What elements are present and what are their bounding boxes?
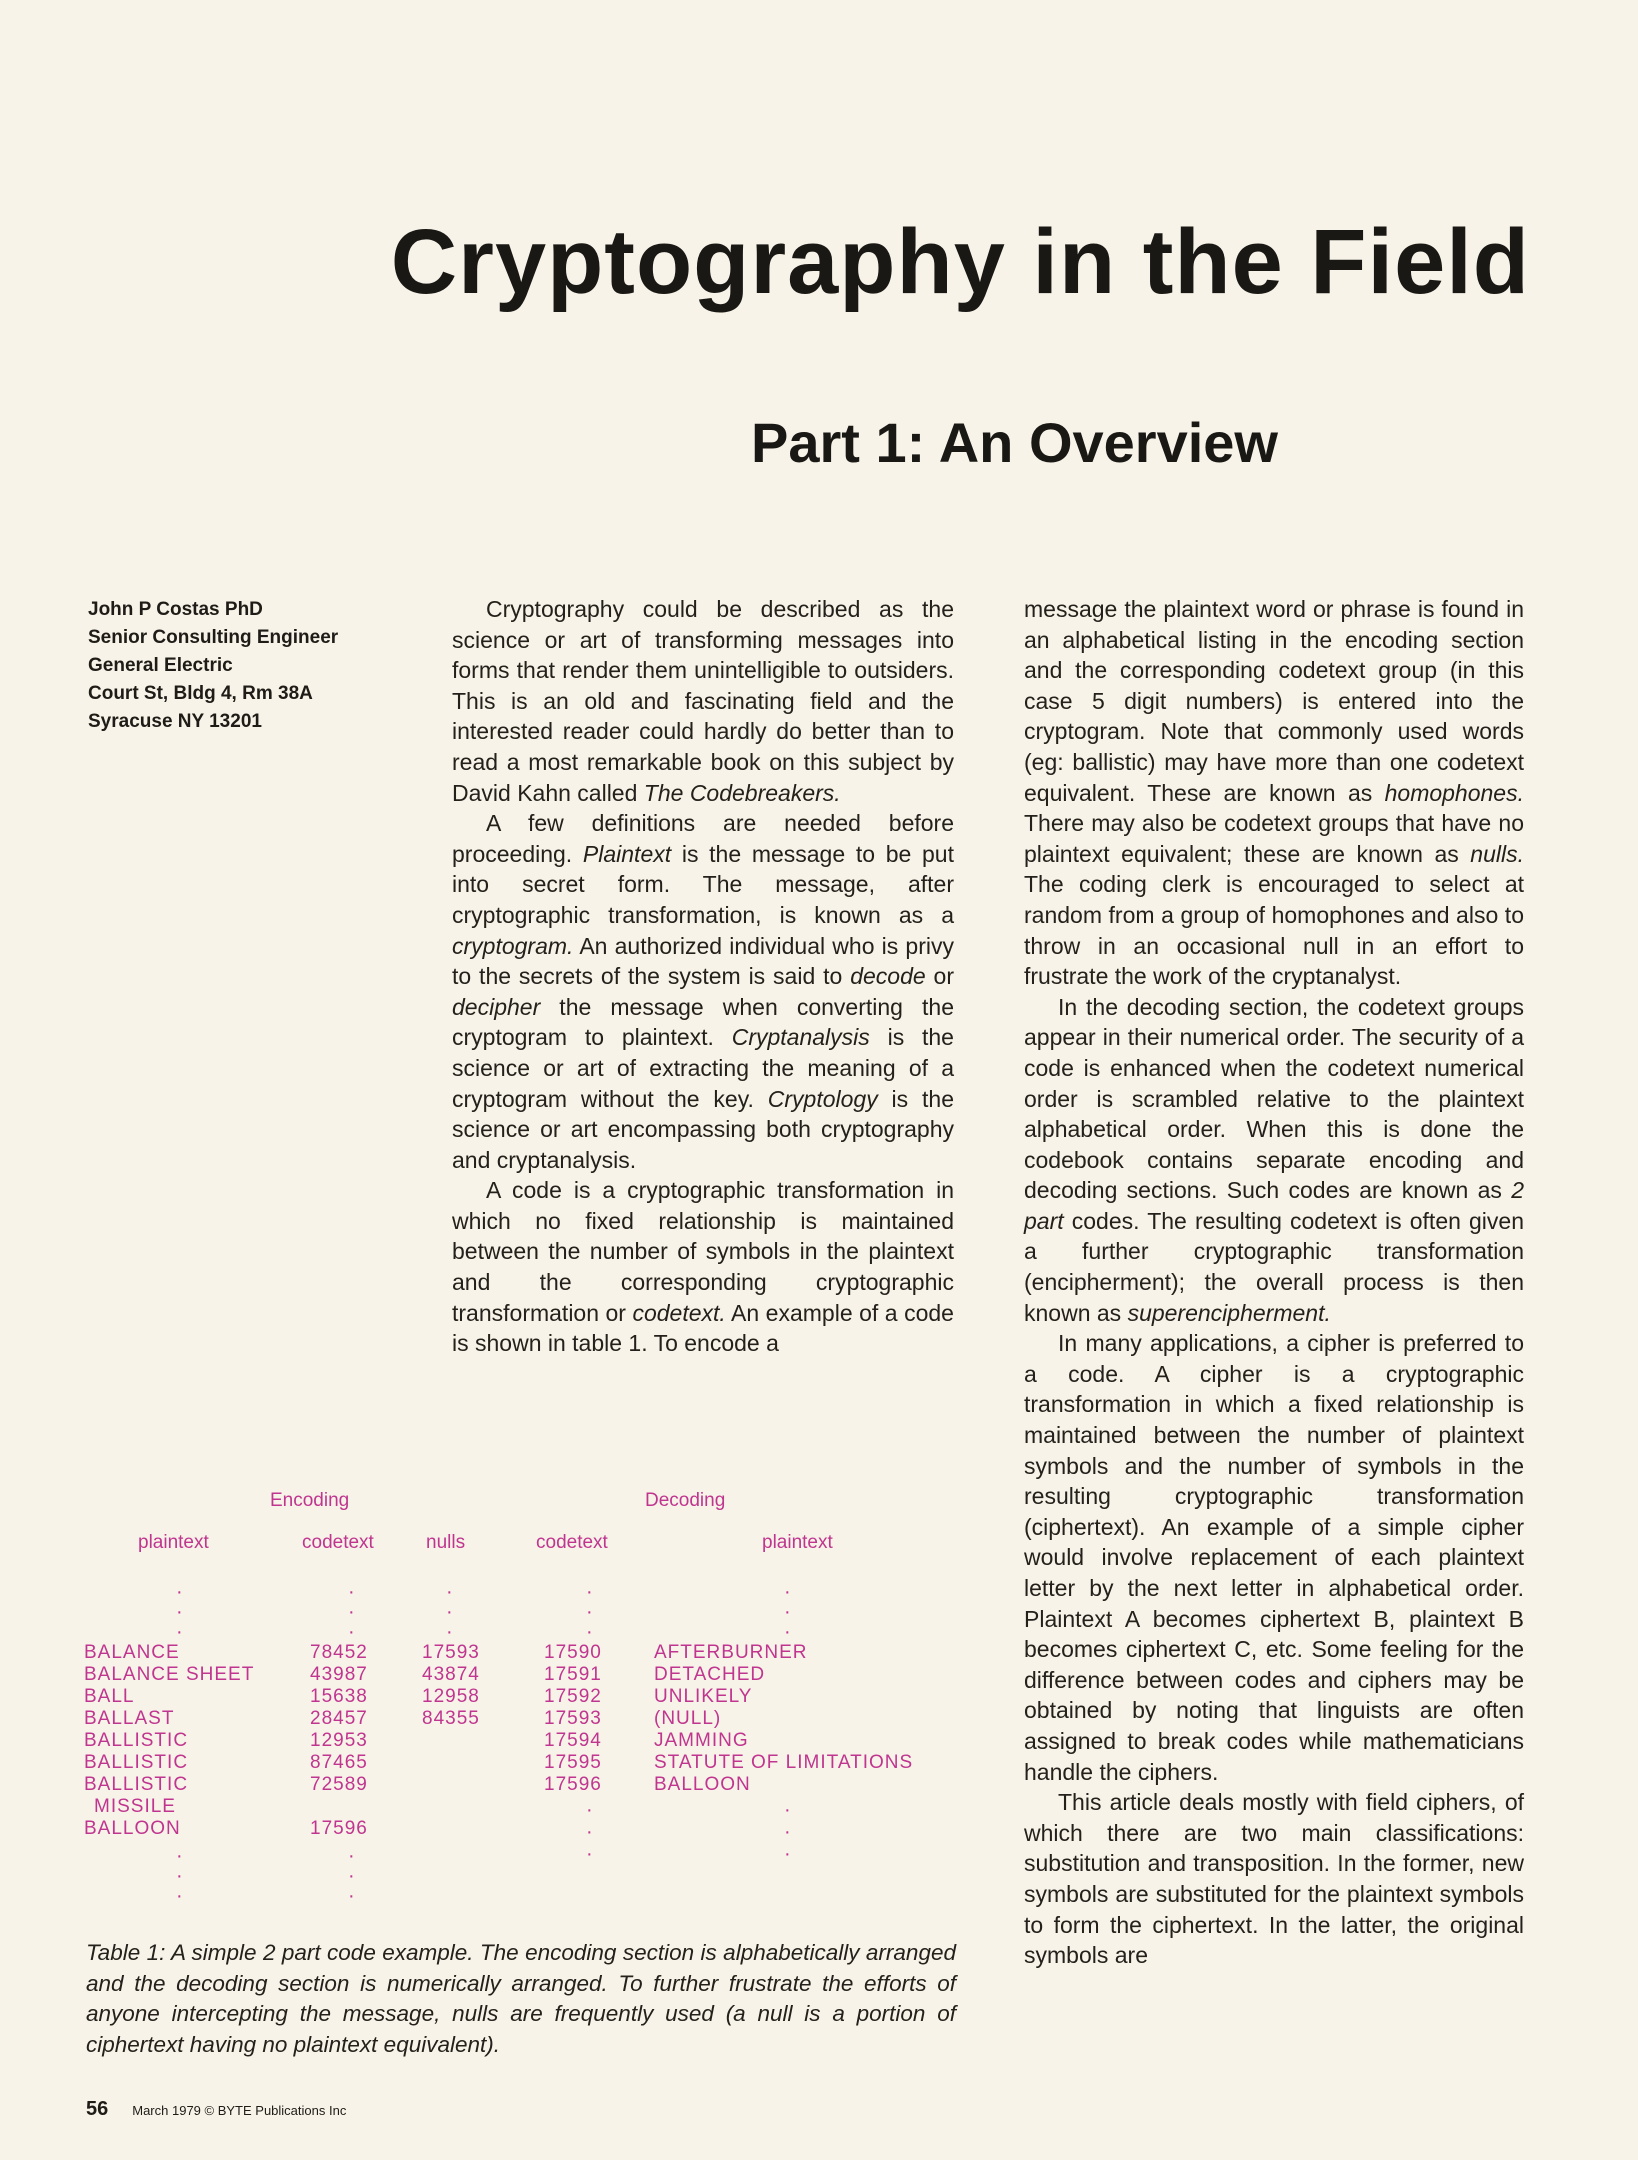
ellipsis-dot: · [176,1621,183,1643]
ellipsis-dot: · [586,1621,593,1643]
null-cell: 17593 [422,1642,480,1663]
paragraph: Cryptography could be described as the science or art of transforming messages into forms that render them unintelligible to outsiders. This is an old and fascinating field and the interested reader could hardly do better than to read a most remarkable book on this subject by David Kahn called The Codebreakers. [452,596,954,806]
column-header-nulls: nulls [426,1532,466,1553]
ellipsis-dot: · [348,1845,355,1867]
dec-codetext-cell: 17596 [544,1774,602,1795]
enc-codetext-cell: 43987 [310,1664,368,1685]
table-caption: Table 1: A simple 2 part code example. The encoding section is alphabetically arranged and the decoding section is numerically arranged. To further frustrate the efforts of anyone intercepting the message, nulls are frequently used (a null is a portion of ciphertext having no plaintext equivalent). [86,1940,956,2057]
ellipsis-dot: · [176,1581,183,1603]
ellipsis-dot: · [784,1621,791,1643]
dec-codetext-cell: 17591 [544,1664,602,1685]
null-cell: 12958 [422,1686,480,1707]
enc-plaintext-cell: BALLISTIC [84,1752,189,1773]
page-number: 56 [86,2098,109,2120]
ellipsis-dot: · [446,1581,453,1603]
dec-plaintext-cell: UNLIKELY [654,1686,753,1707]
enc-codetext-cell: 72589 [310,1774,368,1795]
dec-plaintext-cell: BALLOON [654,1774,751,1795]
enc-plaintext-cell: BALLAST [84,1708,175,1729]
paragraph: message the plaintext word or phrase is found in an alphabetical listing in the encoding section and the corresponding codetext group (in this case 5 digit numbers) is entered into the cryptogram. Note that commonly used words (eg: ballistic) may have more than one codetext equivalent. These are known as homophones. There may also be codetext groups that have no plaintext equivalent; these are known as nulls. The coding clerk is encouraged to select at random from a group of homophones and also to throw in an occasional null in an effort to frustrate the work of the cryptanalyst. [1024,596,1524,990]
ellipsis-dot: · [586,1581,593,1603]
dec-codetext-cell: 17595 [544,1752,602,1773]
ellipsis-dot: · [784,1843,791,1865]
body-column-1 [452,594,954,1359]
column-header-dec-codetext: codetext [536,1532,608,1553]
publication-line: March 1979 © BYTE Publications Inc [132,2103,347,2118]
ellipsis-dot: · [348,1885,355,1907]
dec-codetext-cell: 17593 [544,1708,602,1729]
enc-plaintext-cell: BALANCE SHEET [84,1664,255,1685]
code-table [84,1490,984,1920]
author-name: John P Costas PhD [88,599,263,620]
enc-codetext-cell: 78452 [310,1642,368,1663]
dec-codetext-cell: 17594 [544,1730,602,1751]
article-subtitle: Part 1: An Overview [750,411,1278,474]
author-city: Syracuse NY 13201 [88,711,262,732]
ellipsis-dot: · [348,1581,355,1603]
dec-plaintext-cell: AFTERBURNER [654,1642,808,1663]
dec-plaintext-cell: (NULL) [654,1708,722,1729]
ellipsis-dot: · [348,1865,355,1887]
page-footer [86,2098,346,2121]
enc-codetext-cell: 15638 [310,1686,368,1707]
null-cell: 84355 [422,1708,480,1729]
body-column-2 [1024,594,1524,1971]
ellipsis-dot: · [586,1799,593,1821]
ellipsis-dot: · [446,1601,453,1623]
dec-plaintext-cell: JAMMING [654,1730,749,1751]
column-header-enc-codetext: codetext [302,1532,374,1553]
ellipsis-dot: · [784,1799,791,1821]
ellipsis-dot: · [348,1621,355,1643]
dec-codetext-cell: 17592 [544,1686,602,1707]
paragraph: In many applications, a cipher is preferred to a code. A cipher is a cryptographic transformation in which a fixed relationship is maintained between the number of plaintext symbols and the number of symbols in the resulting cryptographic transformation (ciphertext). An example of a simple cipher would involve replacement of each plaintext letter by the next letter in alphabetical order. Plaintext A becomes ciphertext B, plaintext B becomes ciphertext C, etc. Some feeling for the difference between codes and ciphers may be obtained by noting that linguists are often assigned to break codes while mathematicians handle the ciphers. [1024,1330,1524,1785]
dec-codetext-cell: 17590 [544,1642,602,1663]
enc-plaintext-cell: BALL [84,1686,135,1707]
encoding-group-header: Encoding [270,1490,350,1511]
enc-plaintext-cell: BALLOON [84,1818,181,1839]
author-title: Senior Consulting Engineer [88,627,339,648]
ellipsis-dot: · [784,1581,791,1603]
article-title: Cryptography in the Field [390,211,1530,313]
enc-plaintext-cell: BALANCE [84,1642,180,1663]
enc-codetext-cell: 28457 [310,1708,368,1729]
author-address: Court St, Bldg 4, Rm 38A [88,683,313,704]
ellipsis-dot: · [586,1843,593,1865]
enc-plaintext-cell: BALLISTIC [84,1774,189,1795]
column-header-enc-plaintext: plaintext [138,1532,209,1553]
ellipsis-dot: · [784,1821,791,1843]
ellipsis-dot: · [176,1601,183,1623]
enc-codetext-cell: 87465 [310,1752,368,1773]
paragraph: In the decoding section, the codetext groups appear in their numerical order. The security of a code is enhanced when the codetext numerical order is scrambled relative to the plaintext alphabetical order. When this is done the codebook contains separate encoding and decoding sections. Such codes are known as 2 part codes. The resulting codetext is often given a further cryptographic transformation (encipherment); the overall process is then known as superencipherment. [1024,993,1524,1326]
ellipsis-dot: · [784,1601,791,1623]
ellipsis-dot: · [446,1621,453,1643]
ellipsis-dot: · [176,1845,183,1867]
column-header-dec-plaintext: plaintext [762,1532,833,1553]
ellipsis-dot: · [586,1821,593,1843]
enc-plaintext-cell: BALLISTIC [84,1730,189,1751]
dec-plaintext-cell: DETACHED [654,1664,766,1685]
paragraph: A code is a cryptographic transformation in which no fixed relationship is maintained between the number of symbols in the plaintext and the corresponding cryptographic transformation or codetext. An example of a code is shown in table 1. To encode a [452,1177,954,1357]
paragraph: A few definitions are needed before proceeding. Plaintext is the message to be put into secret form. The message, after cryptographic transformation, is known as a cryptogram. An authorized individual who is privy to the secrets of the system is said to decode or decipher the message when converting the cryptogram to plaintext. Cryptanalysis is the science or art of extracting the meaning of a cryptogram without the key. Cryptology is the science or art encompassing both cryptography and cryptanalysis. [452,810,955,1173]
enc-plaintext-cell: MISSILE [94,1796,176,1817]
enc-codetext-cell: 12953 [310,1730,368,1751]
author-company: General Electric [88,655,233,676]
ellipsis-dot: · [176,1865,183,1887]
enc-codetext-cell: 17596 [310,1818,368,1839]
ellipsis-dot: · [586,1601,593,1623]
author-block [88,596,418,736]
null-cell: 43874 [422,1664,480,1685]
paragraph: This article deals mostly with field ciphers, of which there are two main classifications: substitution and transposition. In the former, new symbols are substituted for the plaintext symbols to form the ciphertext. In the latter, the original symbols are [1024,1789,1524,1969]
ellipsis-dot: · [348,1601,355,1623]
dec-plaintext-cell: STATUTE OF LIMITATIONS [654,1752,914,1773]
ellipsis-dot: · [176,1885,183,1907]
decoding-group-header: Decoding [645,1490,726,1511]
